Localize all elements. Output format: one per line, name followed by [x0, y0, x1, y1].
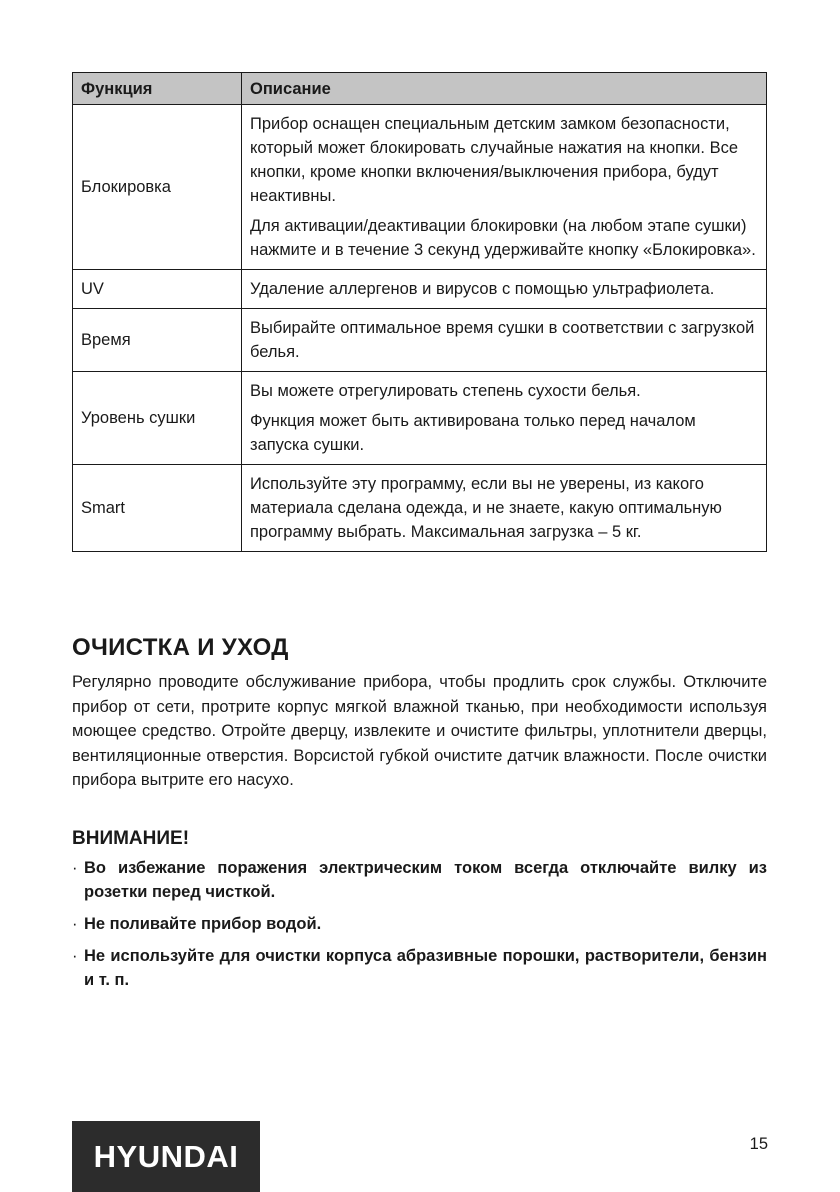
function-cell: UV — [73, 270, 242, 309]
table-row — [73, 105, 767, 270]
warning-item-text: Не поливайте прибор водой. — [84, 915, 322, 933]
warning-item — [72, 944, 767, 992]
bullet-icon: · — [72, 915, 78, 933]
description-paragraph: Удаление аллергенов и вирусов с помощью ультрафиолета. — [250, 280, 715, 298]
warning-list — [72, 856, 767, 1000]
cleaning-text: Регулярно проводите обслуживание прибора, чтобы продлить срок службы. Отключите прибор от сети, протрите корпус мягкой влажной тканью, при необходимости используя моющее средство. Отройте дверцу, извлеките и очистите фильтры, уплотнители дверцы, вентиляционные отверстия. Ворсистой губкой очистите датчик влажности. После очистки прибора вытрите его насухо. — [72, 673, 767, 789]
description-paragraph: Вы можете отрегулировать степень сухости белья. — [250, 382, 641, 400]
header-description: Описание — [242, 73, 767, 105]
description-paragraph: Выбирайте оптимальное время сушки в соответствии с загрузкой белья. — [250, 319, 755, 361]
page-number: 15 — [749, 1135, 768, 1153]
description-paragraph: Используйте эту программу, если вы не уверены, из какого материала сделана одежда, и не знаете, какую оптимальную программу выбрать. Максимальная загрузка – 5 кг. — [250, 475, 722, 541]
bullet-icon: · — [72, 859, 78, 877]
warning-item-text: Во избежание поражения электрическим током всегда отключайте вилку из розетки перед чисткой. — [84, 859, 767, 901]
description-cell — [242, 465, 767, 552]
warning-item — [72, 856, 767, 904]
table-row — [73, 465, 767, 552]
bullet-icon: · — [72, 947, 78, 965]
table-row — [73, 372, 767, 465]
hyundai-logo: HYUNDAI — [72, 1121, 260, 1192]
warning-item — [72, 912, 767, 936]
description-cell — [242, 309, 767, 372]
description-paragraph: Прибор оснащен специальным детским замком безопасности, который может блокировать случайные нажатия на кнопки. Все кнопки, кроме кнопки включения/выключения прибора, будут неактивны. — [250, 115, 738, 205]
function-cell: Smart — [73, 465, 242, 552]
function-table — [72, 72, 767, 552]
table-row — [73, 270, 767, 309]
description-cell — [242, 372, 767, 465]
function-cell: Блокировка — [73, 105, 242, 270]
description-cell — [242, 105, 767, 270]
cleaning-heading: ОЧИСТКА И УХОД — [72, 634, 289, 661]
warning-item-text: Не используйте для очистки корпуса абразивные порошки, растворители, бензин и т. п. — [84, 947, 767, 989]
header-function: Функция — [73, 73, 242, 105]
function-cell: Уровень сушки — [73, 372, 242, 465]
description-cell — [242, 270, 767, 309]
warning-heading: ВНИМАНИЕ! — [72, 828, 190, 849]
table-header-row — [73, 73, 767, 105]
description-paragraph: Для активации/деактивации блокировки (на любом этапе сушки) нажмите и в течение 3 секунд удерживайте кнопку «Блокировка». — [250, 217, 756, 259]
description-paragraph: Функция может быть активирована только перед началом запуска сушки. — [250, 412, 696, 454]
function-cell: Время — [73, 309, 242, 372]
table-row — [73, 309, 767, 372]
